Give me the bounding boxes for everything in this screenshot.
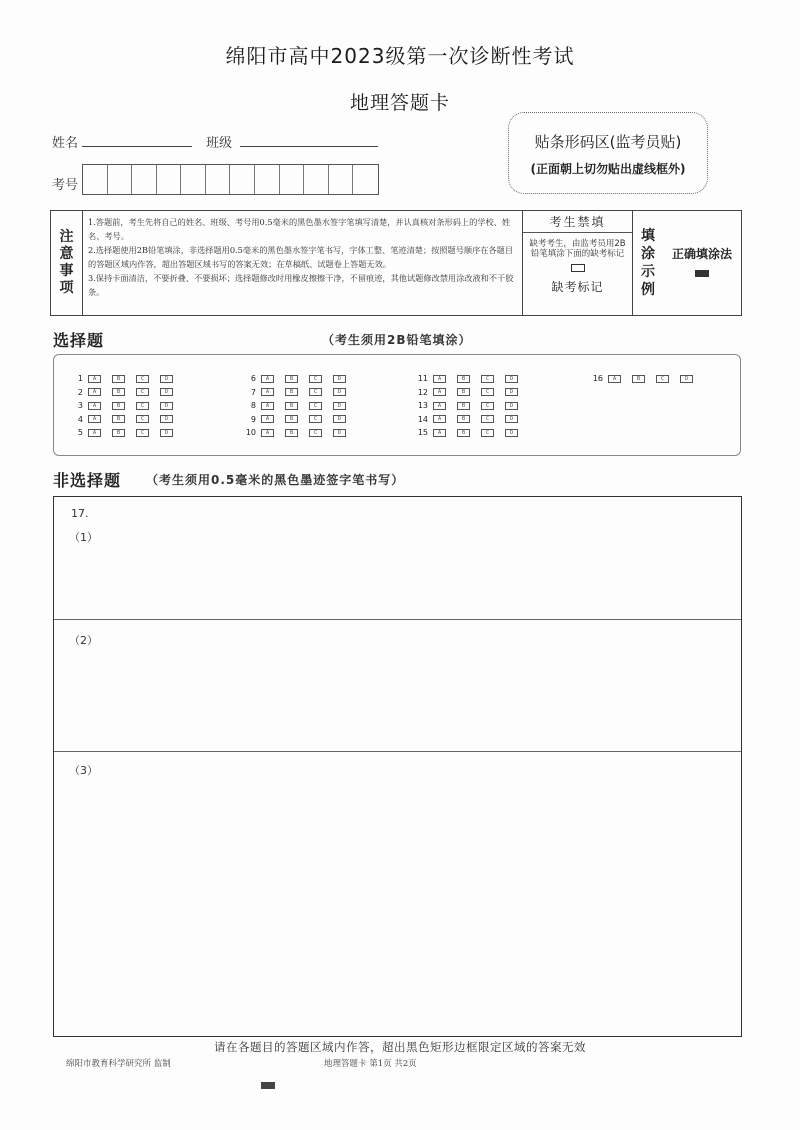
mc-option-bubble[interactable]: D <box>160 429 173 437</box>
mc-option-bubble[interactable]: D <box>333 429 346 437</box>
notice-box <box>50 210 742 316</box>
mc-question-group <box>66 372 184 440</box>
mc-option-bubble[interactable]: A <box>88 415 101 423</box>
mc-question-row <box>411 399 529 413</box>
mc-option-bubble[interactable]: B <box>112 415 125 423</box>
mc-question-row <box>239 386 357 400</box>
notice-items <box>83 211 523 315</box>
mc-question-number: 8 <box>250 401 256 411</box>
mc-option-bubble[interactable]: B <box>285 402 298 410</box>
name-label: 姓名 <box>52 136 79 151</box>
mc-option-bubble[interactable]: D <box>505 375 518 383</box>
mc-option-bubble[interactable]: A <box>88 429 101 437</box>
mc-option-bubble[interactable]: C <box>309 415 322 423</box>
missing-exam-text: 缺考考生，由监考员用2B铅笔填涂下面的缺考标记 <box>529 239 626 259</box>
mc-option-bubble[interactable]: C <box>136 402 149 410</box>
exam-id-cell[interactable] <box>132 165 157 194</box>
notice-heading-char: 项 <box>59 280 74 296</box>
mc-option-bubble[interactable]: C <box>309 375 322 383</box>
mc-option-bubble[interactable]: D <box>505 388 518 396</box>
mc-question-number: 4 <box>77 414 83 424</box>
exam-id-cell[interactable] <box>108 165 133 194</box>
question-number: 17. <box>71 507 89 520</box>
part-3-label: （3） <box>69 764 98 777</box>
mc-option-bubble[interactable]: D <box>333 375 346 383</box>
mc-option-bubble[interactable]: D <box>160 415 173 423</box>
free-section-title: 非选择题 <box>53 471 122 490</box>
notice-heading-char: 注 <box>59 229 74 245</box>
mc-option-bubble[interactable]: D <box>505 429 518 437</box>
mc-question-group <box>586 372 704 386</box>
exam-id-cell[interactable] <box>157 165 182 194</box>
mc-option-bubble[interactable]: B <box>112 388 125 396</box>
mc-option-bubble[interactable]: B <box>112 429 125 437</box>
mc-option-bubble[interactable]: C <box>309 429 322 437</box>
mc-question-row <box>66 426 184 440</box>
mc-question-row <box>411 426 529 440</box>
page-subtitle: 地理答题卡 <box>349 92 450 114</box>
mc-question-number: 6 <box>250 374 256 384</box>
mc-option-bubble[interactable]: B <box>112 375 125 383</box>
mc-question-number: 14 <box>417 414 428 424</box>
mc-option-bubble[interactable]: B <box>457 429 470 437</box>
mc-option-bubble[interactable]: D <box>333 388 346 396</box>
publisher-credit: 绵阳市教育科学研究所 监制 <box>66 1059 171 1069</box>
mc-option-bubble[interactable]: A <box>88 402 101 410</box>
exam-id-cell[interactable] <box>181 165 206 194</box>
mc-question-number: 5 <box>77 428 83 438</box>
mc-option-bubble[interactable]: B <box>457 402 470 410</box>
mc-option-bubble[interactable]: C <box>136 429 149 437</box>
mc-question-number: 12 <box>417 387 428 397</box>
mc-option-bubble[interactable]: C <box>136 375 149 383</box>
mc-option-bubble[interactable]: B <box>457 375 470 383</box>
mc-answer-area <box>53 354 741 456</box>
mc-option-bubble[interactable]: D <box>160 388 173 396</box>
mc-option-bubble[interactable]: C <box>481 375 494 383</box>
mc-option-bubble[interactable]: D <box>160 402 173 410</box>
notice-item: 1.答题前，考生先将自己的姓名、班级、考号用0.5毫米的黑色墨水签字笔填写清楚，并认真核对条形码上的学校、姓名、考号。 <box>88 217 511 241</box>
class-field[interactable] <box>240 146 378 147</box>
page-indicator: 地理答题卡 第1页 共2页 <box>324 1059 417 1069</box>
mc-option-bubble[interactable]: B <box>285 375 298 383</box>
exam-id-cell[interactable] <box>230 165 255 194</box>
part-2-label: （2） <box>69 634 98 647</box>
answer-box-17[interactable] <box>53 496 742 1037</box>
mc-question-row <box>239 372 357 386</box>
notice-heading <box>51 211 83 315</box>
mc-option-bubble[interactable]: A <box>433 402 446 410</box>
mc-option-bubble[interactable]: A <box>261 415 274 423</box>
class-label: 班级 <box>206 136 233 151</box>
mc-option-bubble[interactable]: B <box>457 388 470 396</box>
mc-question-number: 16 <box>592 374 603 384</box>
filled-bubble-example <box>695 270 709 277</box>
mc-option-bubble[interactable]: D <box>505 402 518 410</box>
mc-option-bubble[interactable]: B <box>112 402 125 410</box>
mc-question-number: 10 <box>245 428 256 438</box>
mc-section-note: （考生须用2B铅笔填涂） <box>322 333 472 347</box>
mc-question-number: 15 <box>417 428 428 438</box>
exam-id-label: 考号 <box>52 178 79 193</box>
exam-id-cell[interactable] <box>206 165 231 194</box>
mc-question-number: 2 <box>77 387 83 397</box>
mc-option-bubble[interactable]: A <box>433 429 446 437</box>
mc-option-bubble[interactable]: A <box>88 388 101 396</box>
notice-item: 2.选择题使用2B铅笔填涂，非选择题用0.5毫米的黑色墨水签字笔书写，字体工整、笔迹清楚；按照题号顺序在各题目的答题区域内作答，超出答题区域书写的答案无效；在草稿纸、试题卷上答题无效。 <box>88 245 514 269</box>
mc-question-group <box>239 372 357 440</box>
notice-item: 3.保持卡面清洁，不要折叠、不要损坏；选择题修改时用橡皮擦擦干净，不留痕迹，其他试题修改禁用涂改液和不干胶条。 <box>88 273 514 297</box>
example-heading-char: 涂 <box>641 246 655 262</box>
mc-option-bubble[interactable]: A <box>433 375 446 383</box>
alignment-mark <box>261 1082 275 1089</box>
mc-option-bubble[interactable]: C <box>481 388 494 396</box>
barcode-title: 贴条形码区(监考员贴) <box>534 133 682 151</box>
exam-id-cell[interactable] <box>304 165 329 194</box>
mc-option-bubble[interactable]: A <box>261 429 274 437</box>
mc-option-bubble[interactable]: C <box>136 388 149 396</box>
mc-question-group <box>411 372 529 440</box>
exam-id-cell[interactable] <box>353 165 378 194</box>
barcode-area <box>508 112 708 194</box>
barcode-instruction: (正面朝上切勿贴出虚线框外) <box>530 162 686 176</box>
mc-question-number: 13 <box>417 401 428 411</box>
exam-id-grid[interactable] <box>82 164 379 195</box>
mc-question-row <box>411 413 529 427</box>
mc-question-row <box>239 426 357 440</box>
mc-question-number: 9 <box>250 414 256 424</box>
part-1-area[interactable] <box>54 497 741 620</box>
part-1-label: （1） <box>69 531 98 544</box>
mc-question-row <box>239 399 357 413</box>
exam-id-cell[interactable] <box>255 165 280 194</box>
mc-option-bubble[interactable]: C <box>481 402 494 410</box>
mc-option-bubble[interactable]: B <box>285 388 298 396</box>
example-heading-char: 填 <box>641 228 655 244</box>
mc-question-number: 1 <box>77 374 83 384</box>
mc-question-row <box>66 413 184 427</box>
missing-exam-section <box>523 211 633 315</box>
notice-heading-char: 事 <box>59 263 74 279</box>
mc-option-bubble[interactable]: C <box>136 415 149 423</box>
mc-question-row <box>66 399 184 413</box>
part-2-area[interactable] <box>54 620 741 752</box>
example-heading-char: 示 <box>641 264 655 280</box>
notice-heading-char: 意 <box>59 246 74 262</box>
mc-question-row <box>239 413 357 427</box>
mc-option-bubble[interactable]: D <box>333 402 346 410</box>
mc-option-bubble[interactable]: A <box>261 388 274 396</box>
page-title: 绵阳市高中2023级第一次诊断性考试 <box>225 44 575 68</box>
mc-option-bubble[interactable]: A <box>88 375 101 383</box>
missing-exam-title: 考生禁填 <box>523 211 632 233</box>
mc-option-bubble[interactable]: A <box>261 375 274 383</box>
mc-question-row <box>586 372 704 386</box>
mc-option-bubble[interactable]: A <box>608 375 621 383</box>
mc-option-bubble[interactable]: C <box>309 388 322 396</box>
mc-option-bubble[interactable]: C <box>656 375 669 383</box>
mc-option-bubble[interactable]: D <box>680 375 693 383</box>
mc-option-bubble[interactable]: C <box>481 415 494 423</box>
mc-question-row <box>66 372 184 386</box>
mc-option-bubble[interactable]: D <box>505 415 518 423</box>
mc-option-bubble[interactable]: B <box>285 429 298 437</box>
name-field[interactable] <box>82 146 192 147</box>
example-heading-char: 例 <box>641 282 655 298</box>
mc-option-bubble[interactable]: B <box>632 375 645 383</box>
mc-question-number: 7 <box>250 387 256 397</box>
mc-option-bubble[interactable]: C <box>481 429 494 437</box>
example-heading <box>633 211 663 315</box>
mc-question-row <box>411 386 529 400</box>
mc-option-bubble[interactable]: D <box>160 375 173 383</box>
exam-id-cell[interactable] <box>83 165 108 194</box>
exam-id-cell[interactable] <box>329 165 354 194</box>
mc-option-bubble[interactable]: D <box>333 415 346 423</box>
mc-option-bubble[interactable]: B <box>457 415 470 423</box>
fill-example <box>663 211 741 315</box>
part-3-area[interactable] <box>54 752 741 1036</box>
exam-id-cell[interactable] <box>280 165 305 194</box>
mc-option-bubble[interactable]: A <box>433 388 446 396</box>
answer-area-warning: 请在各题目的答题区域内作答，超出黑色矩形边框限定区域的答案无效 <box>214 1040 586 1054</box>
mc-option-bubble[interactable]: B <box>285 415 298 423</box>
mc-option-bubble[interactable]: C <box>309 402 322 410</box>
mc-option-bubble[interactable]: A <box>433 415 446 423</box>
mc-question-number: 11 <box>417 374 428 384</box>
missing-exam-checkbox[interactable] <box>571 264 585 272</box>
missing-exam-label: 缺考标记 <box>551 280 604 294</box>
mc-question-number: 3 <box>77 401 83 411</box>
fill-example-label: 正确填涂法 <box>671 247 732 261</box>
mc-question-row <box>66 386 184 400</box>
mc-section-title: 选择题 <box>53 331 105 350</box>
free-section-note: （考生须用0.5毫米的黑色墨迹签字笔书写） <box>146 473 405 487</box>
mc-question-row <box>411 372 529 386</box>
mc-option-bubble[interactable]: A <box>261 402 274 410</box>
